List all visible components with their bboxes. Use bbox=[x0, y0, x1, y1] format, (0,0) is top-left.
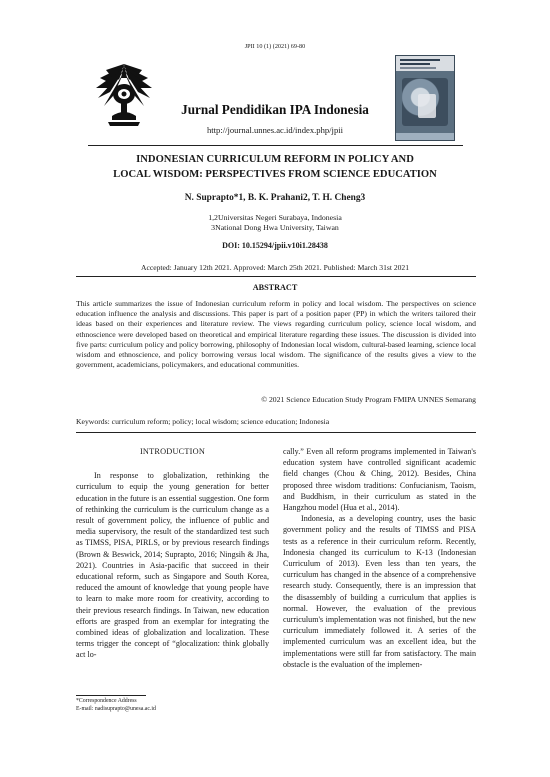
doi-link[interactable]: DOI: 10.15294/jpii.v10i1.28438 bbox=[222, 241, 328, 250]
keywords: Keywords: curriculum reform; policy; local wisdom; science education; Indonesia bbox=[76, 417, 330, 426]
article-title bbox=[0, 152, 550, 182]
journal-name: Jurnal Pendidikan IPA Indonesia bbox=[181, 102, 369, 117]
paragraph: In response to globalization, rethinking the curriculum to equip the young generation for better education in the future is an essential suggestion. One form of rethinking the curriculum is the curriculum change as a result of government policy, the influence of public and media supervisory, the result of the standardized test such as TIMSS, PISA, PIRLS, or by previous research findings (Brown & Beswick, 2014; Suprapto, 2016; Ningsih & Jha, 2021). Countries in Asia-pacific that succeed in their educational reform, such as Singapore and South Korea, reduced the amount of knowledge that young people have to learn to make more room for creativity, according to their previous research findings. In Taiwan, new education efforts are grasped from an exemplar for integrating the combined ideas of globalization and localization. These terms trigger the concept of “glocalization: think globally act lo- bbox=[76, 471, 269, 660]
correspondence-footnote bbox=[76, 697, 269, 713]
abstract-text: This article summarizes the issue of Indonesian curriculum reform in policy and local wisdom. The perspectives on science education influence the analysis and discussions. This paper is part of a position paper (PP) in which the writers tailored their ideas based on their experiences and literature review. The views regarding curriculum policy, science local wisdom, and ethnoscience were developed based on theoretical and empirical literature regarding these issues. The discussion is divided into five parts: curriculum policy and policy borrowing, philosophy of Indonesian local wisdom, cultural-based learning, science local wisdom and ethnoscience, and policy borrowing versus local wisdom. The significance of the results gives a view to the government, academicians, policymakers, and educational communities. bbox=[76, 299, 476, 370]
publication-dates: Accepted: January 12th 2021. Approved: March 25th 2021. Published: March 31st 2021 bbox=[140, 263, 410, 272]
section-heading-introduction: INTRODUCTION bbox=[139, 447, 206, 456]
footnote-label: *Correspondence Address bbox=[76, 698, 137, 704]
keywords-divider bbox=[76, 432, 476, 433]
journal-url-link[interactable]: http://journal.unnes.ac.id/index.php/jpii bbox=[206, 125, 344, 135]
author-list: N. Suprapto*1, B. K. Prahani2, T. H. Cheng3 bbox=[184, 193, 366, 203]
footnote-divider bbox=[76, 695, 146, 696]
abstract-heading: ABSTRACT bbox=[252, 283, 298, 292]
footnote-email[interactable]: E-mail: nadisuprapto@unesa.ac.id bbox=[76, 706, 156, 712]
paragraph: Indonesia, as a developing country, uses the basic government policy and the results of TIMSS and PISA tests as a reference in their curriculum reform. Recently, Indonesia changed its curriculum to K-13 (Indonesian Curriculum of 2013). Even less than ten years, the curriculum has changed in the absence of a comprehensive research study. Consequently, there is an impression that the disassembly of building a curriculum that applies is normal. However, the evaluation of the previous curriculum's implementation was not finished, but the new curriculum immediately followed it. A series of the implemented curriculum was an excellent idea, but the implementations were still far from satisfactory. The main obstacle is the evaluation of the implemen- bbox=[283, 514, 476, 669]
article-title-line1: INDONESIAN CURRICULUM REFORM IN POLICY AND bbox=[136, 154, 414, 165]
unnes-logo-icon bbox=[88, 58, 160, 130]
header-divider bbox=[88, 145, 463, 146]
journal-reference: JPII 10 (1) (2021) 69-80 bbox=[244, 43, 306, 50]
affiliation-1: 1,2Universitas Negeri Surabaya, Indonesia bbox=[208, 213, 342, 222]
left-column bbox=[76, 446, 269, 661]
copyright-notice: © 2021 Science Education Study Program FMIPA UNNES Semarang bbox=[261, 395, 476, 404]
affiliation-2: 3National Dong Hwa University, Taiwan bbox=[211, 223, 339, 232]
paragraph: cally.” Even all reform programs implemented in Taiwan's education system have controlled significant academic field changes (Chou & Ching, 2012). Besides, China proposed three wisdom traditions: Confucianism, Taoism, and Buddhism, in their curriculum as stated in the Hangzhou model (Hua et al., 2014). bbox=[283, 447, 476, 513]
abstract-top-divider bbox=[76, 276, 476, 277]
article-title-line2: LOCAL WISDOM: PERSPECTIVES FROM SCIENCE EDUCATION bbox=[113, 169, 437, 180]
right-column bbox=[283, 446, 476, 670]
